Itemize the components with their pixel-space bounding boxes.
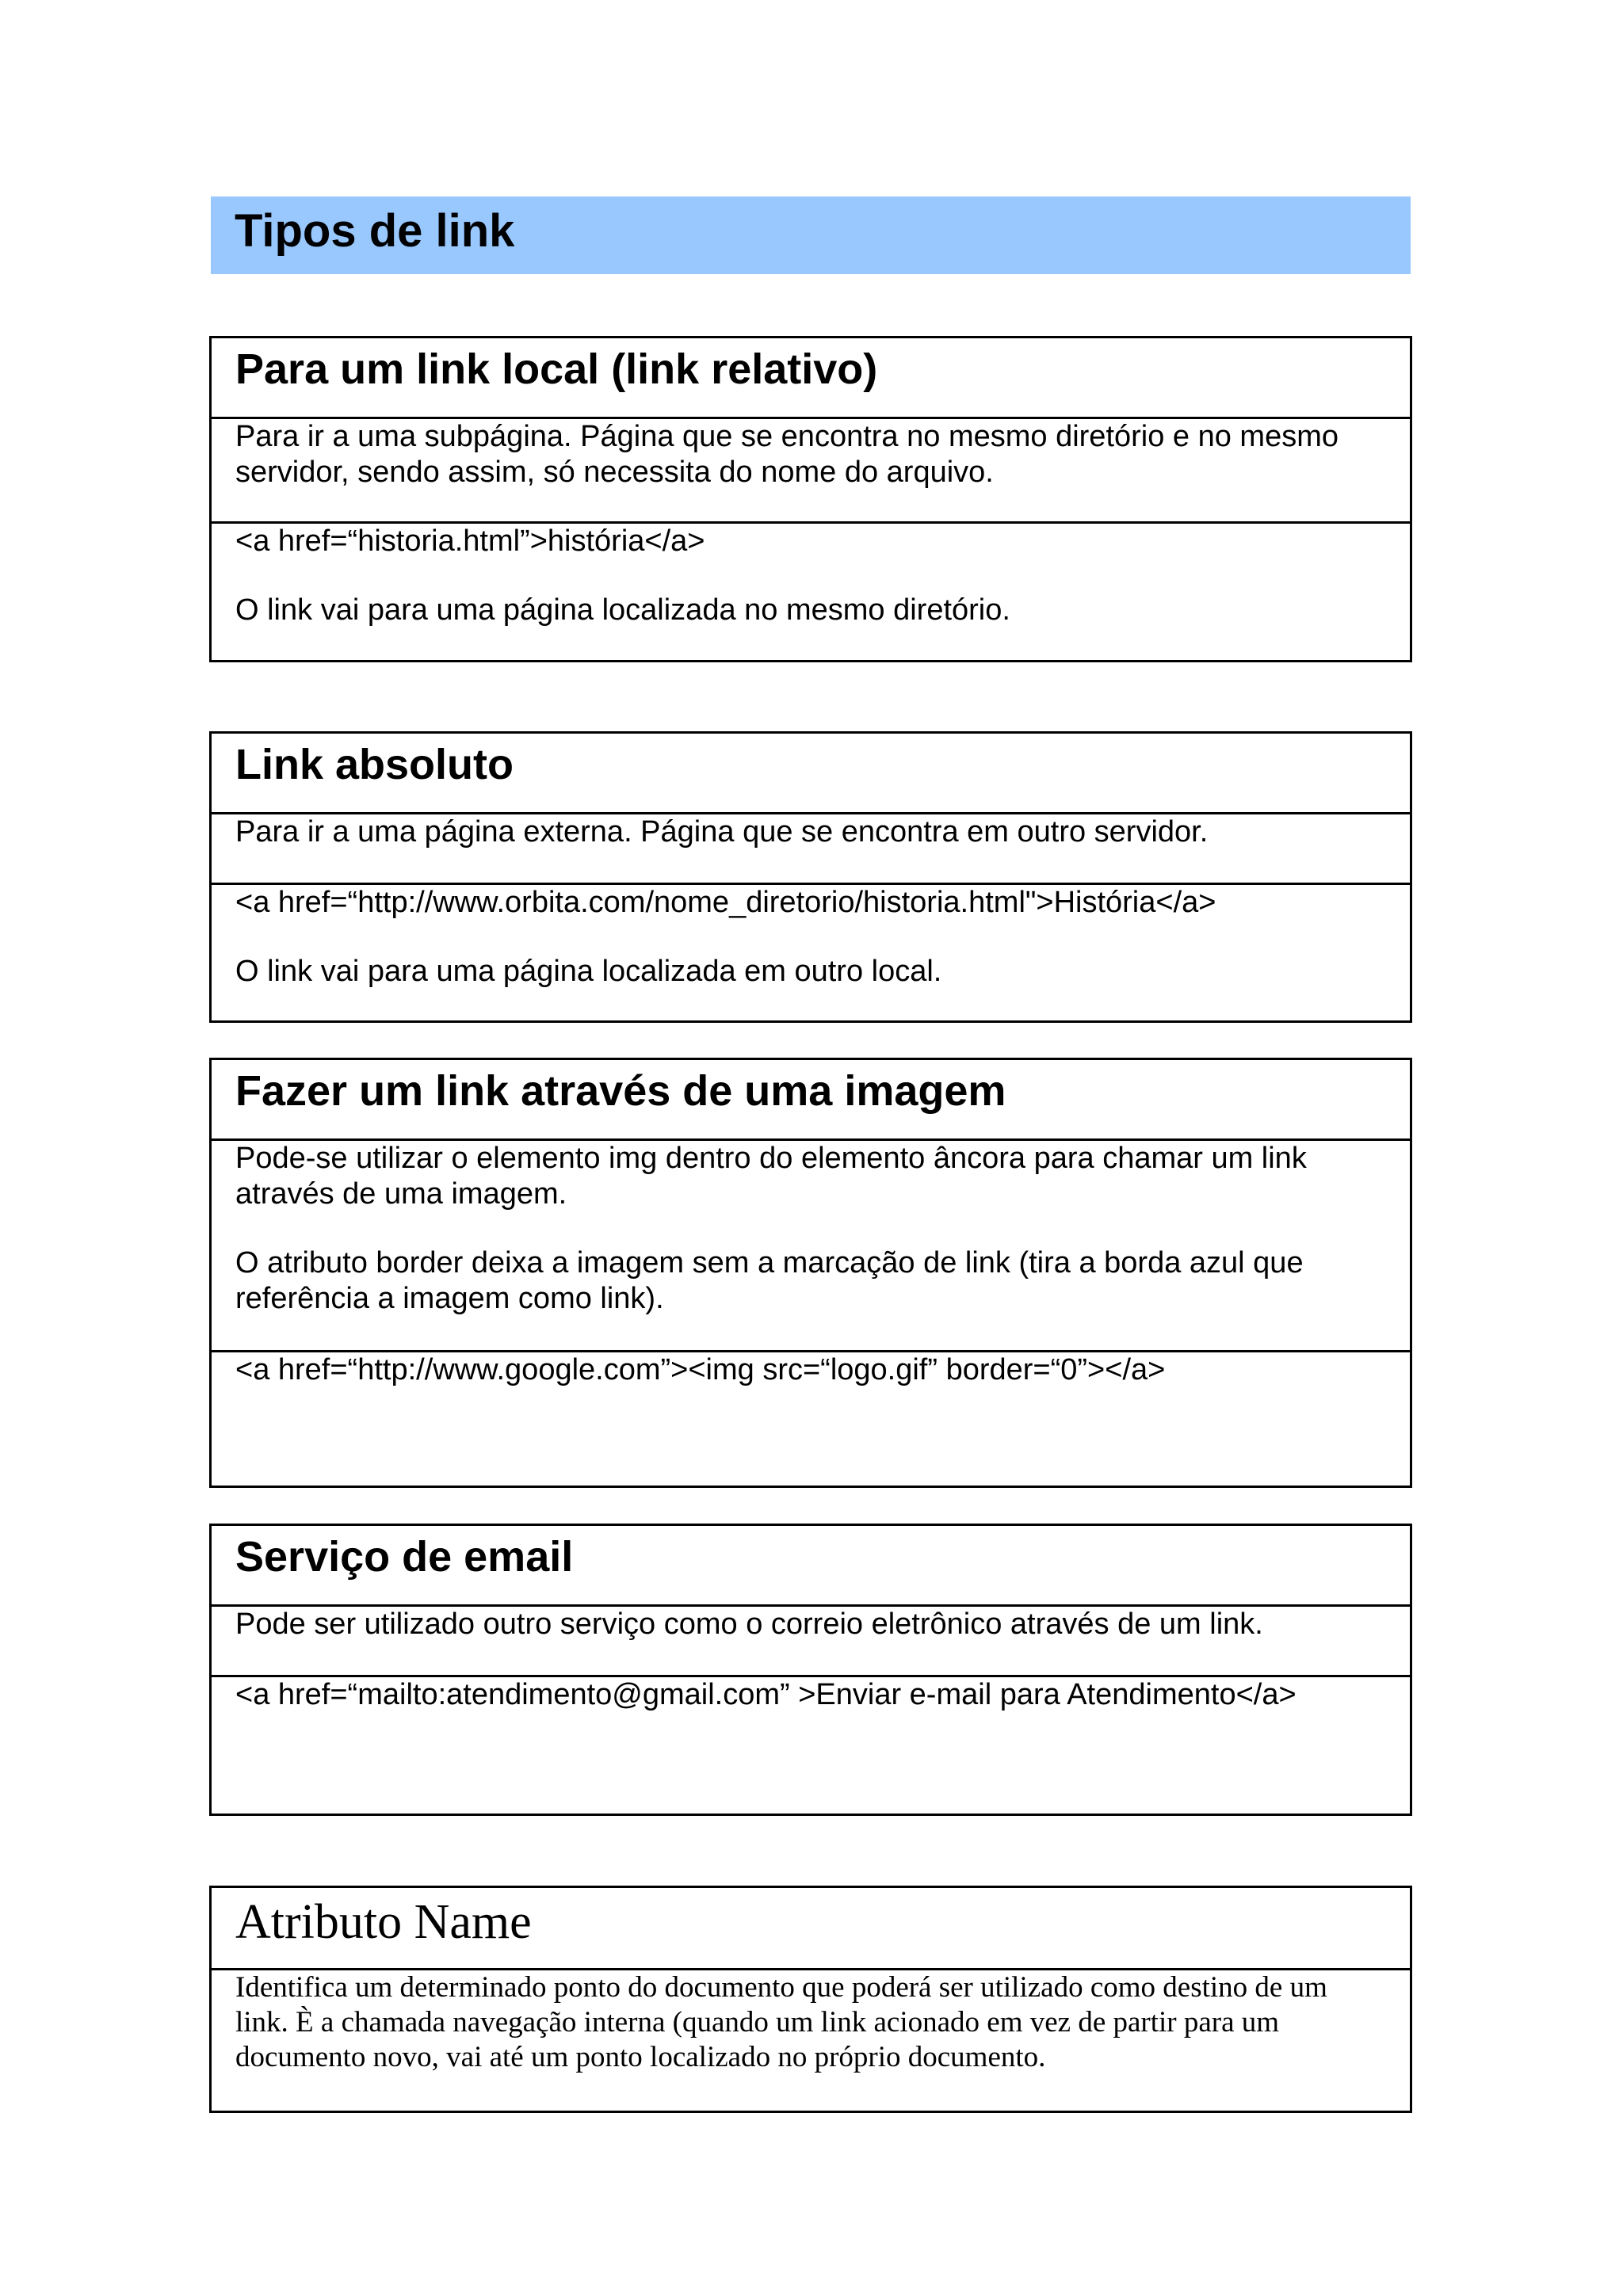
description-paragraph: O atributo border deixa a imagem sem a marcação de link (tira a borda azul que referência a imagem como link).	[235, 1246, 1304, 1315]
section-heading: Link absoluto	[235, 741, 514, 788]
code-example: <a href=“http://www.orbita.com/nome_diretorio/historia.html">História</a>	[235, 886, 1216, 919]
code-example: <a href=“http://www.google.com”><img src=“logo.gif” border=“0”></a>	[235, 1353, 1166, 1386]
section-description-row	[212, 812, 1410, 885]
section-heading: Serviço de email	[235, 1533, 574, 1581]
description-paragraph: Pode-se utilizar o elemento img dentro do elemento âncora para chamar um link através de uma imagem.	[235, 1142, 1307, 1211]
section-email-service	[209, 1524, 1412, 1816]
code-example: <a href=“mailto:atendimento@gmail.com” >Enviar e-mail para Atendimento</a>	[235, 1678, 1296, 1711]
section-heading-row	[212, 1888, 1410, 1970]
section-note: O link vai para uma página localizada em outro local.	[235, 955, 942, 988]
section-heading-row	[212, 734, 1410, 814]
section-code-block	[235, 1352, 1378, 1388]
section-description	[235, 814, 1378, 850]
section-note: O link vai para uma página localizada no mesmo diretório.	[235, 593, 1010, 627]
section-description	[235, 1141, 1378, 1317]
section-code-row	[212, 521, 1410, 660]
section-heading: Fazer um link através de uma imagem	[235, 1067, 1006, 1115]
section-code-block	[235, 1677, 1378, 1713]
section-code-block	[235, 885, 1378, 990]
page-title: Tipos de link	[235, 205, 515, 257]
section-heading-row	[212, 338, 1410, 419]
section-absolute-link	[209, 731, 1412, 1023]
section-heading-row	[212, 1526, 1410, 1607]
description-paragraph: Pode ser utilizado outro serviço como o correio eletrônico através de um link.	[235, 1608, 1263, 1641]
section-heading: Para um link local (link relativo)	[235, 345, 878, 393]
section-description	[235, 1607, 1378, 1642]
section-code-row	[212, 1675, 1410, 1814]
section-heading: Atributo Name	[235, 1895, 532, 1949]
section-description	[235, 1970, 1378, 2075]
section-local-link	[209, 336, 1412, 662]
section-description-row	[212, 1604, 1410, 1677]
description-paragraph: Para ir a uma subpágina. Página que se encontra no mesmo diretório e no mesmo servidor, sendo assim, só necessita do nome do arquivo.	[235, 420, 1339, 489]
code-example: <a href=“historia.html”>história</a>	[235, 524, 705, 558]
section-name-attribute	[209, 1886, 1412, 2113]
section-description	[235, 419, 1378, 490]
section-description-row	[212, 1968, 1410, 2111]
section-image-link	[209, 1058, 1412, 1488]
description-paragraph: Para ir a uma página externa. Página que se encontra em outro servidor.	[235, 815, 1209, 849]
section-description-row	[212, 417, 1410, 524]
section-code-block	[235, 524, 1378, 628]
section-code-row	[212, 1350, 1410, 1486]
page-title-bar	[211, 196, 1411, 274]
section-description-row	[212, 1138, 1410, 1352]
section-heading-row	[212, 1060, 1410, 1141]
section-code-row	[212, 883, 1410, 1020]
description-paragraph: Identifica um determinado ponto do documento que poderá ser utilizado como destino de um link. È a chamada navegação interna (quando um link acionado em vez de partir para um documento novo, vai até um ponto localizado no próprio documento.	[235, 1971, 1327, 2073]
